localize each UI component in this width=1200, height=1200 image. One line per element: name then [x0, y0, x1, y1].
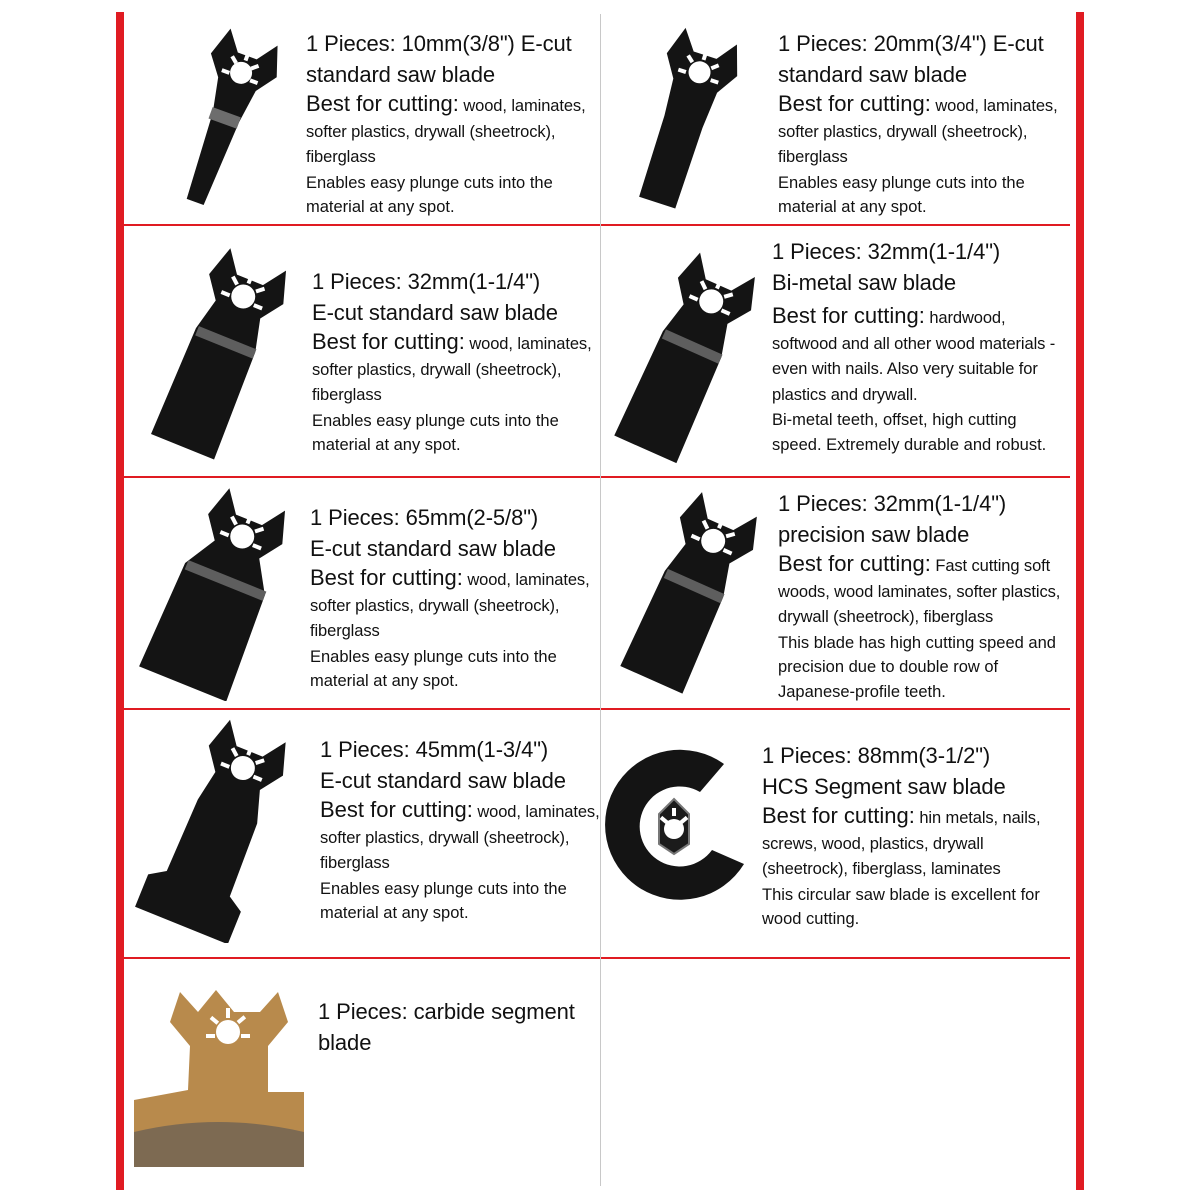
best-for-label: Best for cutting: [320, 797, 473, 822]
best-for-text: hardwood, softwood and all other wood materials - even with nails. Also very suitable for plastics and drywall. [772, 309, 1056, 404]
e-cut-blade-icon [140, 244, 300, 464]
best-for-label: Best for cutting: [310, 565, 463, 590]
product-title: 1 Pieces: carbide segment blade [318, 999, 575, 1055]
best-for-text: Fast cutting soft woods, wood laminates, softer plastics, drywall (sheetrock), fiberglass [778, 557, 1061, 627]
best-for-label: Best for cutting: [778, 551, 931, 576]
best-for-label: Best for cutting: [306, 91, 459, 116]
bi-metal-blade-icon [606, 248, 766, 468]
feature-text: Bi-metal teeth, offset, high cutting speed. Extremely durable and robust. [772, 411, 1047, 454]
product-title: 1 Pieces: 45mm(1-3/4") E-cut standard saw blade [320, 737, 566, 793]
best-for-text: wood, laminates, softer plastics, drywall (sheetrock), fiberglass [320, 803, 600, 873]
best-for-text: wood, laminates, softer plastics, drywall (sheetrock), fiberglass [778, 97, 1058, 167]
best-for-text: wood, laminates, softer plastics, drywall (sheetrock), fiberglass [310, 571, 590, 641]
product-title: 1 Pieces: 32mm(1-1/4") precision saw blade [778, 491, 1007, 547]
best-for-text: wood, laminates, softer plastics, drywall (sheetrock), fiberglass [306, 97, 586, 167]
column-divider [600, 14, 601, 1186]
best-for-label: Best for cutting: [312, 329, 465, 354]
row-divider [124, 476, 1070, 478]
narrow-e-cut-blade-icon [160, 22, 290, 212]
wide-e-cut-blade-icon [134, 486, 304, 701]
row-divider [124, 708, 1070, 710]
carbide-segment-blade-icon [128, 982, 310, 1172]
feature-text: This blade has high cutting speed and precision due to double row of Japanese-profile teeth. [778, 633, 1056, 701]
product-title: 1 Pieces: 88mm(3-1/2") HCS Segment saw blade [762, 743, 1006, 799]
feature-text: Enables easy plunge cuts into the material at any spot. [306, 173, 553, 217]
feature-text: Enables easy plunge cuts into the material at any spot. [320, 879, 567, 923]
precision-blade-icon [610, 488, 770, 698]
product-title: 1 Pieces: 32mm(1-1/4") Bi-metal saw blade [772, 239, 1001, 295]
feature-text: Enables easy plunge cuts into the material at any spot. [778, 173, 1025, 217]
row-divider [124, 224, 1070, 226]
best-for-text: wood, laminates, softer plastics, drywall (sheetrock), fiberglass [312, 335, 592, 405]
best-for-text: hin metals, nails, screws, wood, plastics, drywall (sheetrock), fiberglass, laminates [762, 809, 1041, 879]
segment-saw-blade-icon [604, 744, 754, 924]
product-title: 1 Pieces: 32mm(1-1/4") E-cut standard saw blade [312, 269, 558, 325]
row-divider [124, 957, 1070, 959]
e-cut-blade-icon [620, 22, 750, 212]
product-title: 1 Pieces: 10mm(3/8") E-cut standard saw blade [306, 31, 572, 87]
product-title: 1 Pieces: 65mm(2-5/8") E-cut standard saw blade [310, 505, 556, 561]
best-for-label: Best for cutting: [772, 303, 925, 328]
e-cut-blade-icon [130, 718, 310, 943]
feature-text: Enables easy plunge cuts into the material at any spot. [310, 647, 557, 691]
best-for-label: Best for cutting: [778, 91, 931, 116]
product-title: 1 Pieces: 20mm(3/4") E-cut standard saw blade [778, 31, 1044, 87]
feature-text: Enables easy plunge cuts into the material at any spot. [312, 411, 559, 455]
best-for-label: Best for cutting: [762, 803, 915, 828]
feature-text: This circular saw blade is excellent for wood cutting. [762, 885, 1040, 929]
